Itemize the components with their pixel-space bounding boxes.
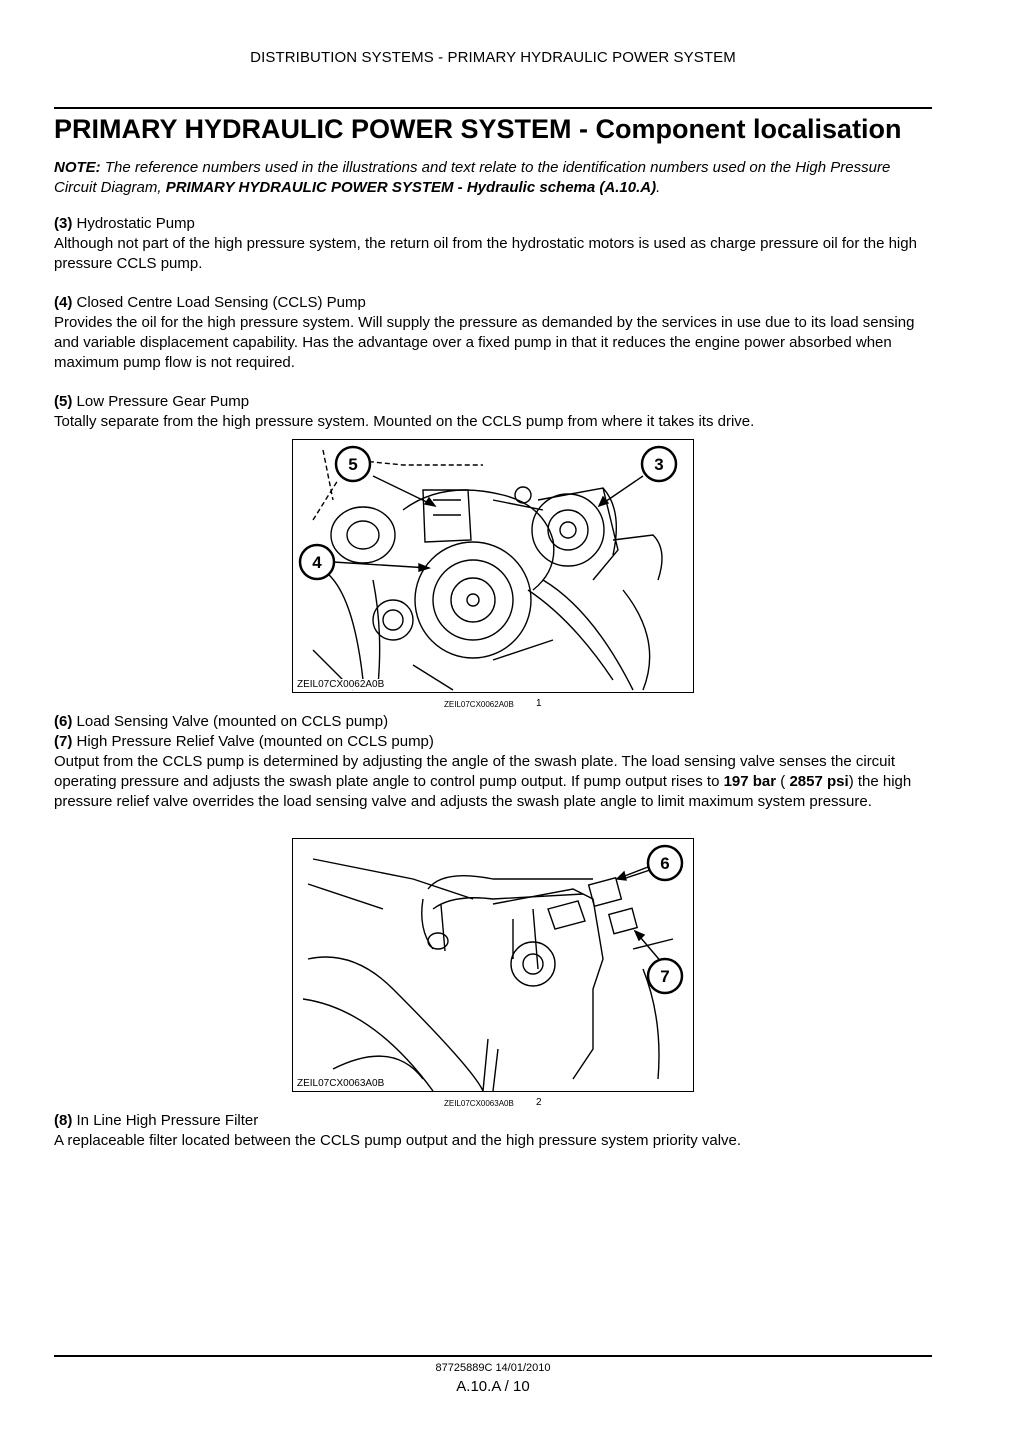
item-3-number: (3) (54, 215, 73, 232)
page-title: PRIMARY HYDRAULIC POWER SYSTEM - Component localisation (54, 114, 902, 144)
item-7-number: (7) (54, 733, 73, 750)
callout-3: 3 (654, 455, 664, 474)
figure-1-caption (444, 698, 542, 709)
callout-4: 4 (312, 553, 322, 572)
item-7-description (54, 752, 934, 812)
item-8-name: In Line High Pressure Filter (72, 1112, 259, 1129)
item-8-description: A replaceable filter located between the CCLS pump output and the high pressure system priority valve. (54, 1132, 742, 1149)
item-3-block (54, 214, 934, 274)
callout-6: 6 (660, 854, 670, 873)
pressure-bar: 197 bar (723, 773, 777, 790)
note-schema-link[interactable]: PRIMARY HYDRAULIC POWER SYSTEM - Hydraulic schema (A.10.A) (165, 179, 657, 196)
figure-1-code: ZEIL07CX0062A0B (297, 679, 385, 690)
callout-7: 7 (660, 967, 670, 986)
desc-part-a: Output from the CCLS pump is determined by adjusting the angle of the swash plate. The load sensing valve senses the circuit operating pressure and adjusts the swash plate angle to control pump output. If pump output rises to (54, 753, 896, 790)
item-4-name: Closed Centre Load Sensing (CCLS) Pump (72, 294, 366, 311)
item-6-name: Load Sensing Valve (mounted on CCLS pump) (72, 713, 389, 730)
item-4-number: (4) (54, 294, 73, 311)
item-5-block (54, 392, 934, 432)
item-4-block (54, 293, 934, 373)
item-6-7-block (54, 712, 934, 812)
desc-part-c: ) the high pressure relief valve overrides the load sensing valve and adjusts the swash plate angle to limit maximum system pressure. (54, 773, 912, 810)
valve-assembly-drawing (293, 839, 693, 1091)
note-label: NOTE: (54, 159, 101, 176)
item-4-description: Provides the oil for the high pressure system. Will supply the pressure as demanded by the services in use due to its load sensing and variable displacement capability. Has the advantage over a fixed pump in that it reduces the engine power absorbed when maximum pump flow is not required. (54, 314, 915, 371)
title-rule (54, 107, 932, 109)
item-6-number: (6) (54, 713, 73, 730)
figure-2-code: ZEIL07CX0063A0B (297, 1078, 385, 1089)
pump-assembly-drawing (293, 440, 693, 692)
item-8-number: (8) (54, 1112, 73, 1129)
figure-1-number: 1 (536, 698, 542, 709)
item-8-block (54, 1111, 934, 1151)
footer-rule (54, 1355, 932, 1357)
running-header: DISTRIBUTION SYSTEMS - PRIMARY HYDRAULIC POWER SYSTEM (250, 49, 736, 66)
desc-part-b: ( (776, 773, 790, 790)
item-3-name: Hydrostatic Pump (72, 215, 195, 232)
figure-1-illustration (292, 439, 694, 693)
figure-2-illustration (292, 838, 694, 1092)
reference-note (54, 158, 934, 198)
item-7-name: High Pressure Relief Valve (mounted on CCLS pump) (72, 733, 434, 750)
pressure-psi: 2857 psi (789, 773, 849, 790)
note-text: The reference numbers used in the illustrations and text relate to the identification numbers used on the High Pressure Circuit Diagram, (54, 159, 891, 196)
item-3-description: Although not part of the high pressure system, the return oil from the hydrostatic motors is used as charge pressure oil for the high pressure CCLS pump. (54, 235, 917, 272)
item-5-number: (5) (54, 393, 73, 410)
note-end: . (656, 179, 661, 196)
figure-2-number: 2 (536, 1097, 542, 1108)
figure-2-caption-code: ZEIL07CX0063A0B (444, 1099, 514, 1108)
figure-1-caption-code: ZEIL07CX0062A0B (444, 700, 514, 709)
item-5-name: Low Pressure Gear Pump (72, 393, 250, 410)
figure-2-caption (444, 1097, 542, 1108)
callout-5: 5 (348, 455, 358, 474)
document-code: 87725889C 14/01/2010 (435, 1362, 551, 1374)
item-5-description: Totally separate from the high pressure system. Mounted on the CCLS pump from where it takes its drive. (54, 413, 755, 430)
page-number: A.10.A / 10 (456, 1378, 530, 1395)
